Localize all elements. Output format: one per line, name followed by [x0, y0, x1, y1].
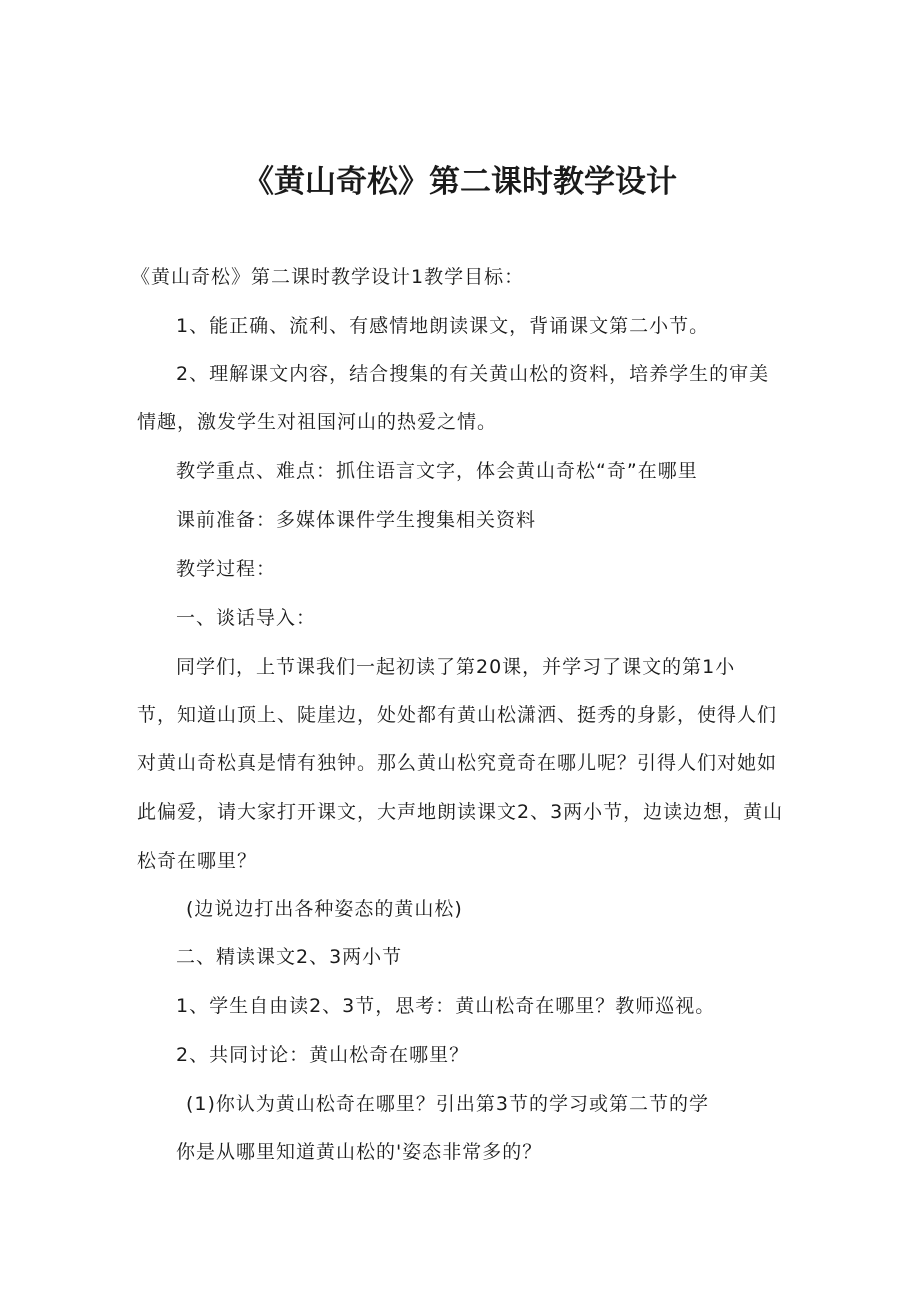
paragraph-line: 同学们，上节课我们一起初读了第20课，并学习了课文的第1小	[176, 656, 736, 678]
paragraph-line: 教学过程：	[176, 558, 277, 580]
paragraph-line: (1)你认为黄山松奇在哪里？引出第3节的学习或第二节的学	[186, 1093, 710, 1115]
paragraph-line: 节，知道山顶上、陡崖边，处处都有黄山松潇洒、挺秀的身影，使得人们	[137, 704, 778, 726]
paragraph-line: (边说边打出各种姿态的黄山松)	[186, 898, 463, 920]
paragraph-line: 1、学生自由读2、3节，思考：黄山松奇在哪里？教师巡视。	[176, 995, 716, 1017]
paragraph-line: 教学重点、难点：抓住语言文字，体会黄山奇松“奇”在哪里	[176, 460, 698, 482]
document-title: 《黄山奇松》第二课时教学设计	[243, 164, 677, 200]
paragraph-line: 对黄山奇松真是情有独钟。那么黄山松究竟奇在哪儿呢？引得人们对她如	[137, 752, 778, 774]
paragraph-line: 1、能正确、流利、有感情地朗读课文，背诵课文第二小节。	[176, 315, 710, 337]
paragraph-line: 松奇在哪里？	[137, 850, 258, 872]
paragraph-line: 情趣，激发学生对祖国河山的热爱之情。	[137, 411, 498, 433]
paragraph-line: 此偏爱，请大家打开课文，大声地朗读课文2、3两小节，边读边想，黄山	[137, 801, 784, 823]
paragraph-line: 2、理解课文内容，结合搜集的有关黄山松的资料，培养学生的审美	[176, 363, 770, 385]
paragraph-line: 《黄山奇松》第二课时教学设计1教学目标：	[131, 266, 525, 288]
paragraph-line: 课前准备：多媒体课件学生搜集相关资料	[176, 509, 537, 531]
paragraph-line: 一、谈话导入：	[176, 607, 317, 629]
paragraph-line: 2、共同讨论：黄山松奇在哪里？	[176, 1044, 470, 1066]
paragraph-line: 你是从哪里知道黄山松的'姿态非常多的？	[176, 1141, 543, 1163]
paragraph-line: 二、精读课文2、3两小节	[176, 946, 403, 968]
